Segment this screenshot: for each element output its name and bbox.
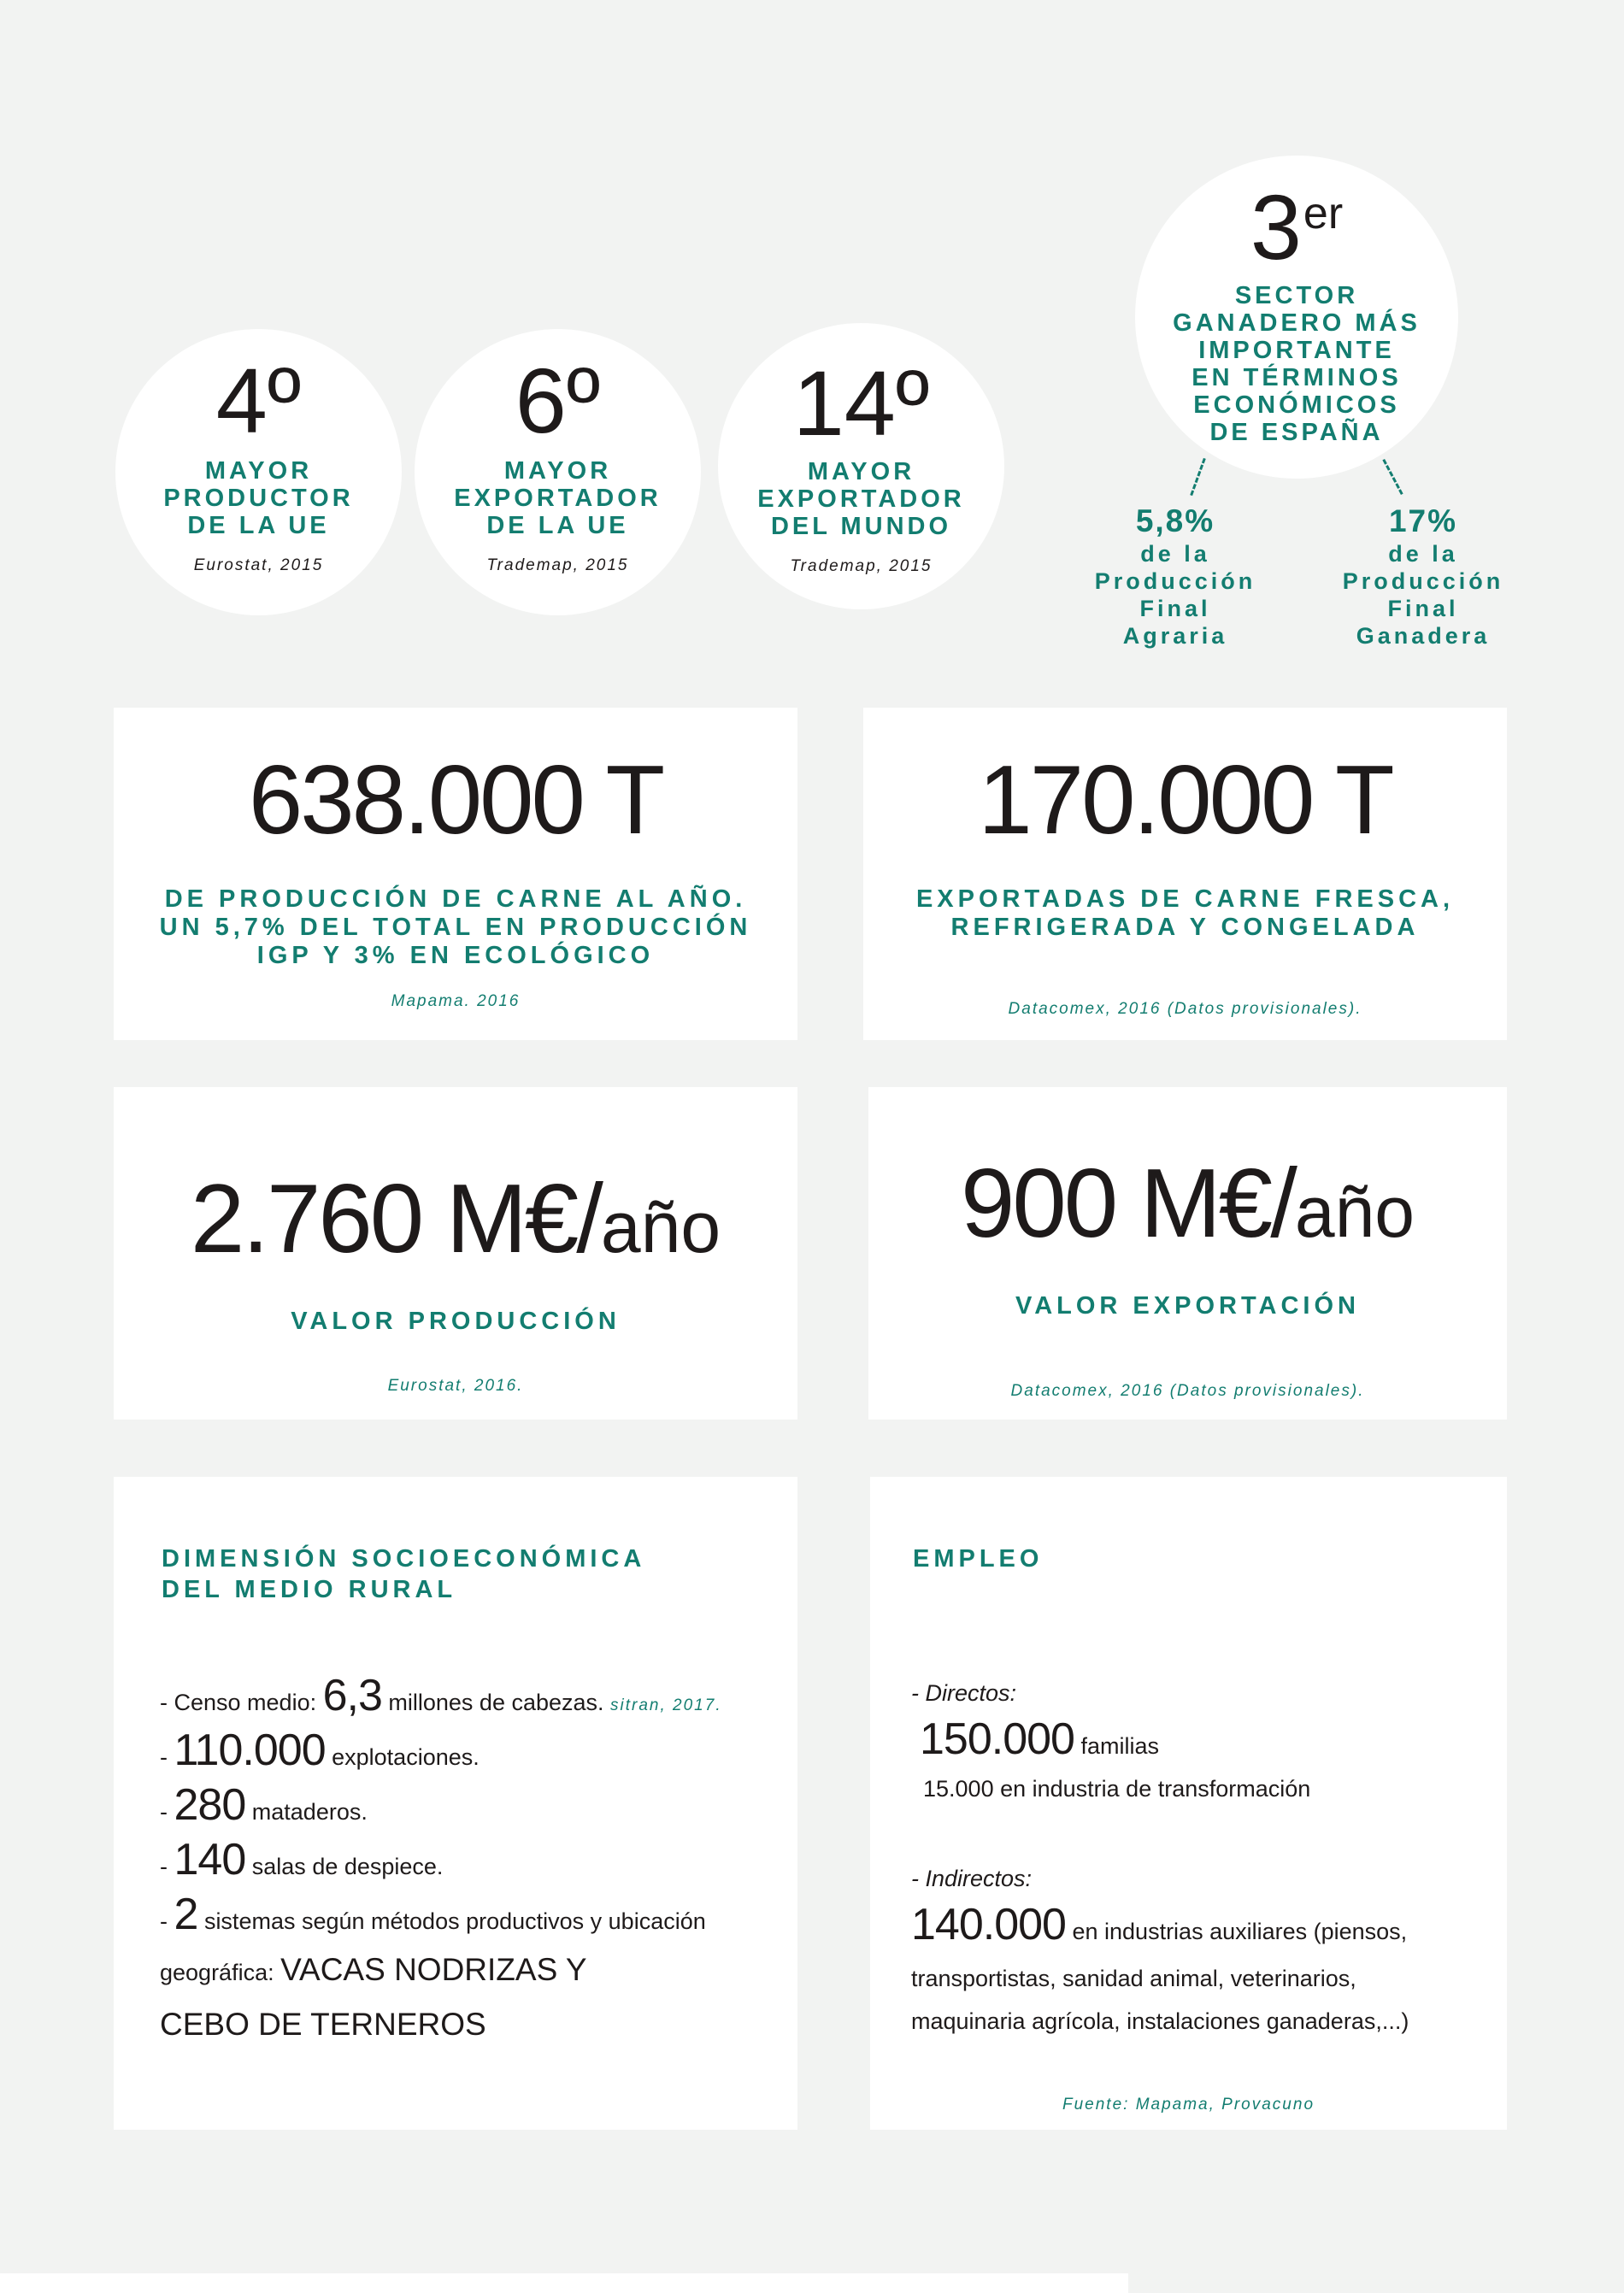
geo-line-2 — [160, 2007, 486, 2043]
production-value-box — [114, 1087, 797, 1420]
systems-value: 2 — [174, 1890, 198, 1939]
indirect-detail-line-2 — [911, 1966, 1356, 1992]
cutting-suffix: salas de despiece. — [251, 1854, 444, 1879]
export-value-number: 900 M€/ — [960, 1149, 1295, 1258]
direct-value-line — [920, 1714, 1159, 1765]
rank-source: Eurostat, 2015 — [193, 556, 324, 574]
share-ganadera — [1321, 503, 1526, 650]
rank-value: 14º — [792, 351, 930, 455]
rank-label-line: MAYOR — [807, 458, 915, 485]
exports-desc-line: EXPORTADAS DE CARNE FRESCA, — [915, 885, 1455, 913]
slaughter-value: 280 — [174, 1780, 246, 1830]
farms-value: 110.000 — [174, 1726, 326, 1775]
share-line: de la — [1388, 541, 1458, 567]
rank-circle-world-exporter — [718, 323, 1004, 609]
cutting-value: 140 — [174, 1835, 246, 1884]
sector-label-line: EN TÉRMINOS — [1192, 364, 1402, 391]
slaughter-line — [160, 1779, 368, 1831]
share-line: Ganadera — [1356, 623, 1491, 649]
census-line — [160, 1670, 722, 1721]
direct-detail-line — [923, 1776, 1310, 1802]
census-value: 6,3 — [322, 1671, 382, 1720]
sector-label-line: GANADERO MÁS — [1173, 309, 1421, 337]
census-suffix: millones de cabezas. — [381, 1690, 611, 1715]
share-line: Producción — [1342, 568, 1504, 594]
geo-line — [160, 1952, 587, 1988]
rank-value: 4º — [215, 349, 302, 452]
indirect-label-text: - Indirectos: — [911, 1866, 1033, 1891]
share-line: Agraria — [1122, 623, 1228, 649]
production-value-desc: VALOR PRODUCCIÓN — [291, 1308, 621, 1335]
share-line: Final — [1139, 596, 1211, 621]
rank-label-line: MAYOR — [503, 457, 612, 485]
farms-line — [160, 1725, 480, 1776]
sector-label-line: ECONÓMICOS — [1193, 391, 1400, 419]
production-value: 638.000 T — [248, 746, 663, 855]
rank-label-line: DEL MUNDO — [770, 513, 952, 540]
list-dash: - — [160, 1854, 174, 1879]
production-value-source: Eurostat, 2016. — [387, 1377, 524, 1395]
exports-value: 170.000 T — [978, 746, 1392, 855]
share-pct: 5,8% — [1135, 503, 1215, 538]
connector-dash-left — [1190, 458, 1206, 496]
list-dash: - — [160, 1744, 174, 1770]
employment-source: Fuente: Mapama, Provacuno — [1062, 2096, 1315, 2114]
employment-title: EMPLEO — [913, 1545, 1044, 1573]
rank-label-line: MAYOR — [204, 457, 313, 485]
rank-source: Trademap, 2015 — [790, 557, 933, 575]
production-value-unit: año — [600, 1187, 721, 1267]
exports-source: Datacomex, 2016 (Datos provisionales). — [1008, 1000, 1362, 1018]
indirect-detail-3: maquinaria agrícola, instalaciones ganaderas,...) — [911, 2008, 1409, 2034]
share-pct: 17% — [1388, 503, 1458, 538]
indirect-value: 140.000 — [911, 1900, 1066, 1949]
share-agraria — [1073, 503, 1278, 650]
export-value-unit: año — [1294, 1172, 1415, 1252]
sector-label-line: IMPORTANTE — [1198, 337, 1395, 364]
exports-desc-line: REFRIGERADA Y CONGELADA — [950, 914, 1420, 941]
production-desc-line: UN 5,7% DEL TOTAL EN PRODUCCIÓN — [159, 914, 752, 941]
indirect-detail-2: transportistas, sanidad animal, veterinarios, — [911, 1966, 1356, 1991]
systems-suffix: sistemas según métodos productivos y ubicación — [203, 1908, 706, 1934]
exports-box — [863, 708, 1507, 1040]
indirect-value-line — [911, 1899, 1407, 1950]
production-source: Mapama. 2016 — [391, 992, 521, 1010]
production-desc-line: IGP Y 3% EN ECOLÓGICO — [256, 942, 655, 969]
employment-panel — [870, 1477, 1507, 2130]
rank-label-line: DE LA UE — [187, 512, 330, 539]
share-line: Producción — [1094, 568, 1256, 594]
export-value-box — [868, 1087, 1507, 1420]
direct-label — [911, 1680, 1016, 1707]
rank-label-line: EXPORTADOR — [454, 485, 662, 512]
systems-line — [160, 1889, 706, 1940]
indirect-detail-line-3 — [911, 2008, 1409, 2035]
production-desc-line: DE PRODUCCIÓN DE CARNE AL AÑO. — [164, 885, 747, 913]
sector-label-line: SECTOR — [1234, 282, 1359, 309]
geo-value-2: CEBO DE TERNEROS — [160, 2007, 486, 2042]
rural-title-line: DEL MEDIO RURAL — [162, 1576, 457, 1603]
sector-rank-number: 3 — [1250, 175, 1302, 279]
production-value-amount — [114, 1165, 797, 1273]
cutting-line — [160, 1834, 443, 1885]
sector-rank-suffix: er — [1303, 189, 1344, 238]
rank-label-line: DE LA UE — [486, 512, 629, 539]
sector-circle — [1135, 156, 1458, 479]
sector-rank — [1135, 175, 1458, 279]
rank-circle-eu-exporter — [415, 329, 701, 615]
rank-source: Trademap, 2015 — [486, 556, 629, 574]
connector-dash-right — [1382, 459, 1403, 495]
list-dash: - — [160, 1799, 174, 1825]
rank-label-line: PRODUCTOR — [163, 485, 354, 512]
geo-prefix: geográfica: — [160, 1960, 281, 1985]
export-value-desc: VALOR EXPORTACIÓN — [1015, 1292, 1360, 1320]
production-box — [114, 708, 797, 1040]
census-prefix: - Censo medio: — [160, 1690, 323, 1715]
rural-title — [162, 1543, 645, 1605]
rank-value: 6º — [515, 349, 601, 452]
share-line: de la — [1140, 541, 1210, 567]
sector-label-line: DE ESPAÑA — [1209, 419, 1384, 446]
export-value-amount — [868, 1149, 1507, 1258]
production-value-number: 2.760 M€/ — [190, 1165, 601, 1273]
rural-panel — [114, 1477, 797, 2130]
rank-label-line: EXPORTADOR — [757, 485, 965, 513]
slaughter-suffix: mataderos. — [251, 1799, 368, 1825]
farms-suffix: explotaciones. — [332, 1744, 480, 1770]
direct-label-text: - Directos: — [911, 1680, 1017, 1706]
geo-value-1: VACAS NODRIZAS Y — [280, 1952, 587, 1987]
rank-circle-producer — [115, 329, 402, 615]
list-dash: - — [160, 1908, 174, 1934]
indirect-detail-1: en industrias auxiliares (piensos, — [1072, 1919, 1408, 1944]
indirect-label — [911, 1866, 1032, 1892]
share-line: Final — [1387, 596, 1459, 621]
direct-value: 150.000 — [920, 1714, 1074, 1764]
direct-unit: familias — [1080, 1733, 1160, 1759]
export-value-source: Datacomex, 2016 (Datos provisionales). — [1010, 1382, 1365, 1400]
rural-title-line: DIMENSIÓN SOCIOECONÓMICA — [162, 1545, 646, 1573]
footer-bar — [0, 2273, 1128, 2293]
direct-detail: 15.000 en industria de transformación — [923, 1776, 1311, 1802]
census-source: sitran, 2017. — [610, 1696, 722, 1714]
